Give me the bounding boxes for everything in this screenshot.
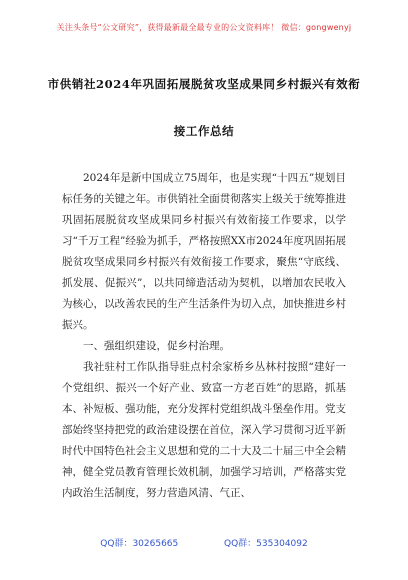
section-1-paragraph: 我社驻村工作队指导驻点村余家桥乡丛林村按照“建好一个党组织、振兴一个好产业、致富一方老百姓”的思路，抓基本、补短板、强功能，充分发挥村党组织战斗堡垒作用。党支部始终坚持把党的政治建设摆在首位，深入学习贯彻习近平新时代中国特色社会主义思想和党的二十大及二十届三中全会精神，健全党员教育管理长效机制，加强学习培训，严格落实党内政治生活制度，努力营造风清、气正、 <box>62 361 346 499</box>
document-title-line-2: 接工作总结 <box>173 124 235 138</box>
document-title-line-1: 市供销社2024年巩固拓展脱贫攻坚成果同乡村振兴有效衔 <box>47 77 361 91</box>
section-1-heading: 一、强组织建设，促乡村治理。 <box>83 340 230 352</box>
intro-paragraph: 2024年是新中国成立75周年，也是实现“十四五”规划目标任务的关键之年。市供销社全面贯彻落实上级关于统筹推进巩固拓展脱贫攻坚成果同乡村振兴有效衔接工作要求，以学习“千万工程”经验为抓手，严格按照XX市2024年度巩固拓展脱贫攻坚成果同乡村振兴有效衔接工作要求，聚焦“守底线、抓发展、促振兴”，以共同缔造活动为契机，以增加农民收入为核心，以改善农民的生产生活条件为切入点，加快推进乡村振兴。 <box>62 172 346 331</box>
document-body <box>62 168 346 504</box>
footer-qq-group-1: QQ群：30265665 <box>100 539 179 549</box>
footer-qq-group-2: QQ群：535304092 <box>224 539 308 549</box>
footer <box>0 536 408 549</box>
header-banner: 关注头条号“公文研究”，获得最新最全最专业的公文资料库！ 微信：gongwenyj <box>56 23 352 32</box>
